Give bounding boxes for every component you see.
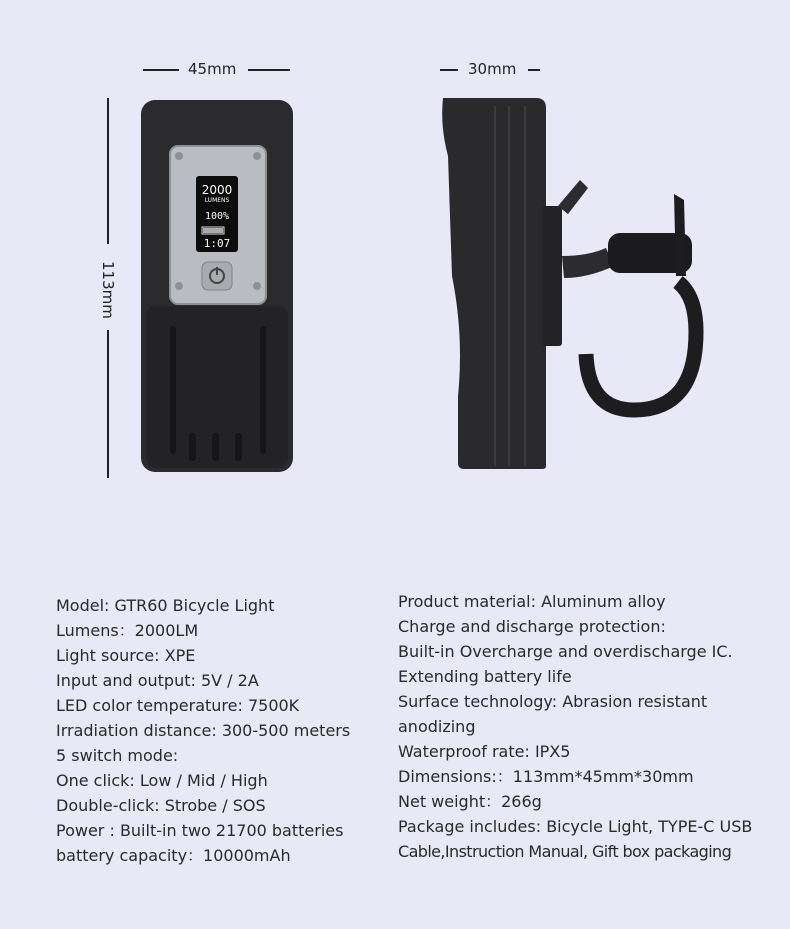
spec-right-line: Waterproof rate: IPX5 — [398, 742, 571, 761]
screen-lumens-value: 2000 — [201, 183, 233, 197]
screen-lumens-unit: LUMENS — [204, 197, 230, 204]
screen-battery-percent: 100% — [204, 211, 230, 222]
specs-left-column — [56, 593, 350, 868]
bike-light-side-view — [438, 96, 708, 476]
spec-right-line: Extending battery life — [398, 667, 572, 686]
spec-left-line: Irradiation distance: 300-500 meters — [56, 721, 351, 740]
screen-runtime: 1:07 — [203, 237, 231, 250]
depth-dimension-label: 30mm — [468, 60, 517, 78]
spec-left-line: LED color temperature: 7500K — [56, 696, 300, 715]
specs-right-column — [398, 589, 752, 864]
spec-left-line: battery capacity：10000mAh — [56, 846, 291, 865]
spec-right-line: Surface technology: Abrasion resistant — [398, 692, 708, 711]
spec-left-line: One click: Low / Mid / High — [56, 771, 268, 790]
bike-light-front-view — [138, 96, 298, 476]
width-dimension-label: 45mm — [188, 60, 237, 78]
height-dimension-line-top — [107, 98, 109, 244]
spec-left-line: Model: GTR60 Bicycle Light — [56, 596, 275, 615]
spec-left-line: Input and output: 5V / 2A — [56, 671, 259, 690]
spec-left-line: Double-click: Strobe / SOS — [56, 796, 266, 815]
spec-right-line: Net weight：266g — [398, 792, 542, 811]
height-dimension-line-bottom — [107, 330, 109, 478]
spec-right-line: Product material: Aluminum alloy — [398, 592, 666, 611]
spec-right-line: Cable,Instruction Manual, Gift box packaging — [398, 842, 732, 861]
spec-right-line: Charge and discharge protection: — [398, 617, 666, 636]
spec-left-line: 5 switch mode: — [56, 746, 179, 765]
spec-left-line: Power : Built-in two 21700 batteries — [56, 821, 344, 840]
spec-left-line: Lumens：2000LM — [56, 621, 199, 640]
height-dimension-label: 113mm — [99, 261, 117, 319]
depth-dimension-line-left — [440, 69, 458, 71]
width-dimension-line-right — [248, 69, 290, 71]
spec-left-line: Light source: XPE — [56, 646, 196, 665]
spec-right-line: Built-in Overcharge and overdischarge IC. — [398, 642, 733, 661]
depth-dimension-line-right — [528, 69, 540, 71]
width-dimension-line-left — [143, 69, 179, 71]
spec-right-line: anodizing — [398, 717, 476, 736]
spec-right-line: Dimensions:：113mm*45mm*30mm — [398, 767, 694, 786]
spec-right-line: Package includes: Bicycle Light, TYPE-C USB — [398, 817, 753, 836]
